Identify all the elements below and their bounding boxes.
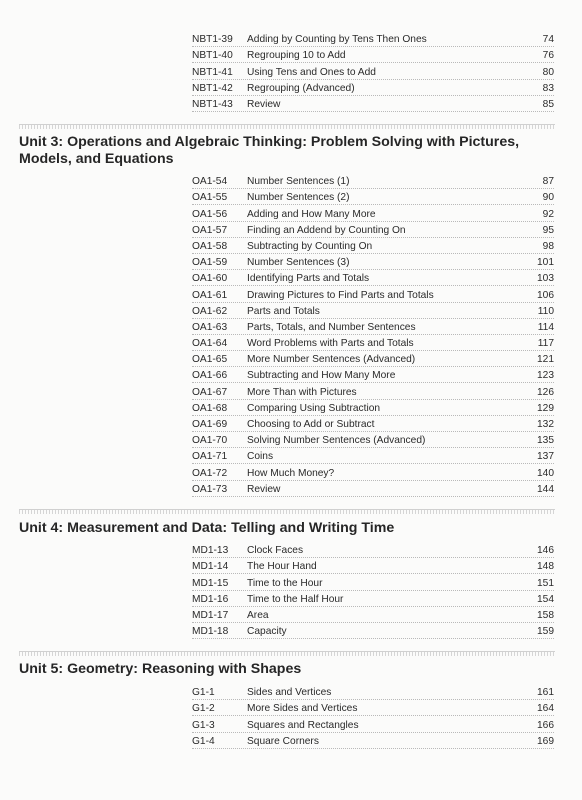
- unit-3-heading: Unit 3: Operations and Algebraic Thinking: Problem Solving with Pictures, Models, and Equations: [19, 134, 520, 167]
- page-number: 140: [537, 467, 554, 479]
- toc-row: [192, 716, 554, 732]
- lesson-code: NBT1-39: [192, 34, 233, 46]
- lesson-title: Review: [247, 483, 281, 495]
- lesson-title: Time to the Hour: [247, 577, 323, 589]
- lesson-title: Number Sentences (2): [247, 192, 350, 204]
- toc-row: [192, 31, 554, 47]
- lesson-code: NBT1-42: [192, 82, 233, 94]
- page-number: 83: [542, 82, 554, 94]
- lesson-title: Adding and How Many More: [247, 208, 376, 220]
- lesson-title: Number Sentences (1): [247, 176, 350, 188]
- page-number: 117: [537, 338, 554, 350]
- unit-4-heading: Unit 4: Measurement and Data: Telling and Writing Time: [19, 520, 395, 536]
- toc-row: [192, 238, 554, 254]
- page-number: 85: [542, 98, 554, 110]
- toc-row: [192, 700, 554, 716]
- toc-row: [192, 222, 554, 238]
- page-number: 169: [537, 735, 554, 747]
- lesson-code: OA1-64: [192, 338, 228, 350]
- lesson-list-unit-4: [192, 542, 554, 639]
- page-number: 101: [537, 257, 554, 269]
- toc-row: [192, 47, 554, 63]
- page-number: 154: [537, 593, 554, 605]
- lesson-code: G1-4: [192, 735, 215, 747]
- lesson-code: OA1-55: [192, 192, 228, 204]
- page-number: 144: [537, 483, 554, 495]
- toc-row: [192, 335, 554, 351]
- toc-row: [192, 96, 554, 112]
- lesson-title: Review: [247, 98, 281, 110]
- toc-row: [192, 351, 554, 367]
- toc-row: [192, 367, 554, 383]
- toc-row: [192, 189, 554, 205]
- toc-row: [192, 464, 554, 480]
- page-number: 110: [537, 305, 554, 317]
- page-number: 80: [542, 66, 554, 78]
- page-number: 159: [537, 626, 554, 638]
- lesson-title: Parts and Totals: [247, 305, 320, 317]
- section-divider: [19, 651, 555, 656]
- page-number: 106: [537, 289, 554, 301]
- page-number: 135: [537, 435, 554, 447]
- toc-row: [192, 448, 554, 464]
- toc-row: [192, 383, 554, 399]
- lesson-title: Solving Number Sentences (Advanced): [247, 435, 426, 447]
- lesson-code: OA1-60: [192, 273, 228, 285]
- lesson-code: OA1-65: [192, 354, 228, 366]
- page-number: 92: [542, 208, 554, 220]
- page-number: 103: [537, 273, 554, 285]
- lesson-code: MD1-14: [192, 561, 229, 573]
- toc-row: [192, 432, 554, 448]
- page-number: 132: [537, 419, 554, 430]
- lesson-code: OA1-67: [192, 386, 228, 398]
- page-number: 158: [537, 609, 554, 621]
- lesson-code: MD1-15: [192, 577, 229, 589]
- page-number: 161: [537, 687, 554, 699]
- lesson-title: Number Sentences (3): [247, 257, 350, 269]
- page-number: 126: [537, 386, 554, 398]
- lesson-title: Sides and Vertices: [247, 687, 332, 699]
- lesson-title: Regrouping 10 to Add: [247, 50, 346, 62]
- toc-row: [192, 733, 554, 749]
- section-divider: [19, 509, 555, 514]
- page-number: 95: [542, 224, 554, 236]
- lesson-code: OA1-69: [192, 419, 228, 430]
- page-number: 123: [537, 370, 554, 382]
- lesson-title: Clock Faces: [247, 545, 304, 557]
- toc-row: [192, 416, 554, 432]
- lesson-title: Choosing to Add or Subtract: [247, 419, 375, 430]
- toc-row: [192, 558, 554, 574]
- lesson-title: Using Tens and Ones to Add: [247, 66, 376, 78]
- page-number: 74: [542, 34, 554, 46]
- lesson-title: Coins: [247, 451, 274, 463]
- lesson-title: Comparing Using Subtraction: [247, 402, 381, 414]
- lesson-code: OA1-66: [192, 370, 228, 382]
- lesson-title: More Than with Pictures: [247, 386, 357, 398]
- lesson-code: G1-1: [192, 687, 215, 699]
- toc-row: [192, 270, 554, 286]
- lesson-code: OA1-59: [192, 257, 228, 269]
- toc-row: [192, 80, 554, 96]
- unit-5-heading: Unit 5: Geometry: Reasoning with Shapes: [19, 661, 302, 677]
- page-number: 90: [542, 192, 554, 204]
- toc-row: [192, 607, 554, 623]
- toc-row: [192, 574, 554, 590]
- toc-row: [192, 400, 554, 416]
- lesson-code: NBT1-41: [192, 66, 233, 78]
- lesson-code: OA1-61: [192, 289, 228, 301]
- lesson-code: OA1-73: [192, 483, 228, 495]
- page-number: 166: [537, 719, 554, 731]
- page-number: 148: [537, 561, 554, 573]
- lesson-list-unit-5: [192, 684, 554, 749]
- toc-row: [192, 684, 554, 700]
- lesson-code: NBT1-43: [192, 98, 233, 110]
- lesson-code: G1-2: [192, 703, 215, 715]
- page-number: 87: [542, 176, 554, 188]
- lesson-code: OA1-72: [192, 467, 228, 479]
- lesson-code: OA1-58: [192, 240, 228, 252]
- toc-row: [192, 173, 554, 189]
- lesson-title: Regrouping (Advanced): [247, 82, 355, 94]
- toc-row: [192, 205, 554, 221]
- lesson-code: OA1-70: [192, 435, 228, 447]
- page-number: 114: [537, 321, 554, 333]
- lesson-title: Time to the Half Hour: [247, 593, 344, 605]
- lesson-code: OA1-71: [192, 451, 228, 463]
- lesson-title: Square Corners: [247, 735, 319, 747]
- lesson-title: More Number Sentences (Advanced): [247, 354, 416, 366]
- lesson-title: Word Problems with Parts and Totals: [247, 338, 414, 350]
- lesson-title: The Hour Hand: [247, 561, 317, 573]
- lesson-code: MD1-13: [192, 545, 229, 557]
- toc-row: [192, 303, 554, 319]
- lesson-code: OA1-57: [192, 224, 228, 236]
- page-number: 98: [542, 240, 554, 252]
- lesson-code: MD1-18: [192, 626, 229, 638]
- lesson-list-unit-3: [192, 173, 554, 497]
- toc-row: [192, 591, 554, 607]
- lesson-code: G1-3: [192, 719, 215, 731]
- toc-row: [192, 481, 554, 497]
- lesson-title: How Much Money?: [247, 467, 335, 479]
- lesson-title: Squares and Rectangles: [247, 719, 359, 731]
- lesson-title: Identifying Parts and Totals: [247, 273, 370, 285]
- page-number: 151: [537, 577, 554, 589]
- page-number: 121: [537, 354, 554, 366]
- page-number: 76: [542, 50, 554, 62]
- lesson-list-unit-2: [192, 31, 554, 112]
- toc-row: [192, 542, 554, 558]
- lesson-code: OA1-68: [192, 402, 228, 414]
- lesson-title: Area: [247, 609, 269, 621]
- toc-row: [192, 623, 554, 639]
- lesson-code: OA1-62: [192, 305, 228, 317]
- lesson-title: Subtracting by Counting On: [247, 240, 373, 252]
- lesson-code: MD1-17: [192, 609, 229, 621]
- lesson-title: Parts, Totals, and Number Sentences: [247, 321, 416, 333]
- page-number: 146: [537, 545, 554, 557]
- lesson-title: Subtracting and How Many More: [247, 370, 396, 382]
- lesson-title: Adding by Counting by Tens Then Ones: [247, 34, 427, 46]
- toc-row: [192, 319, 554, 335]
- toc-row: [192, 254, 554, 270]
- section-divider: [19, 124, 555, 129]
- lesson-code: OA1-56: [192, 208, 228, 220]
- page-number: 137: [537, 451, 554, 463]
- page-number: 129: [537, 402, 554, 414]
- lesson-title: Capacity: [247, 626, 287, 638]
- lesson-code: OA1-54: [192, 176, 228, 188]
- page-number: 164: [537, 703, 554, 715]
- lesson-code: NBT1-40: [192, 50, 233, 62]
- lesson-code: OA1-63: [192, 321, 228, 333]
- lesson-code: MD1-16: [192, 593, 229, 605]
- lesson-title: Finding an Addend by Counting On: [247, 224, 406, 236]
- lesson-title: More Sides and Vertices: [247, 703, 358, 715]
- toc-row: [192, 63, 554, 79]
- toc-row: [192, 286, 554, 302]
- lesson-title: Drawing Pictures to Find Parts and Totals: [247, 289, 434, 301]
